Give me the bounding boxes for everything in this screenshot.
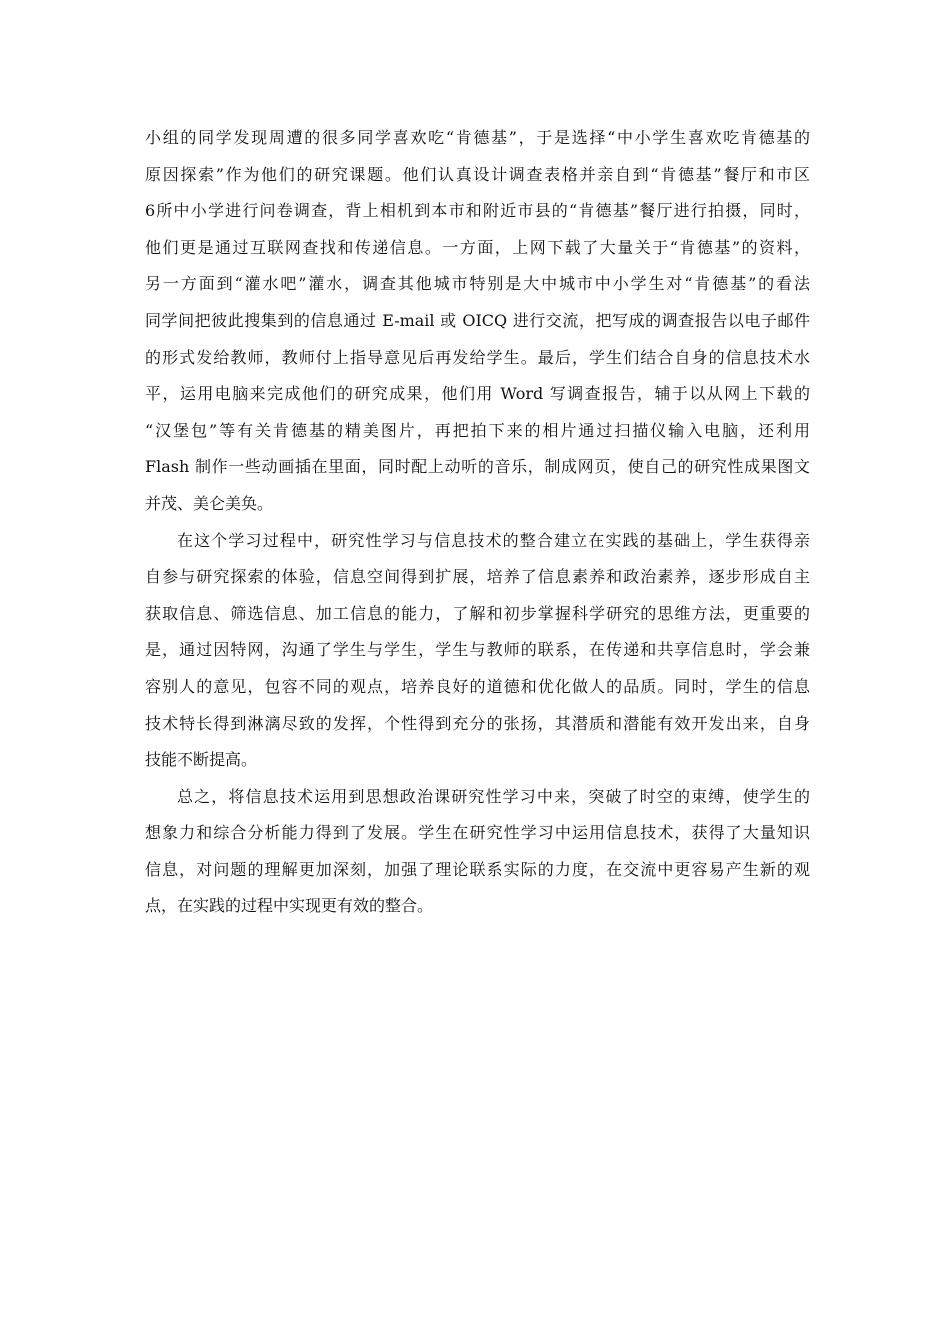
text-line: 技术特长得到淋漓尽致的发挥，个性得到充分的张扬，其潜质和潜能有效开发出来，自身 (145, 713, 810, 733)
text-line: 小组的同学发现周遭的很多同学喜欢吃“肯德基”，于是选择“中小学生喜欢吃肯德基的 (145, 128, 810, 147)
text-line: 技能不断提高。 (145, 750, 258, 770)
text-line: 信息，对问题的理解更加深刻，加强了理论联系实际的力度，在交流中更容易产生新的观 (145, 859, 810, 879)
text-line: 另一方面到“灌水吧”灌水，调查其他城市特别是大中城市中小学生对“肯德基”的看法 (145, 274, 810, 294)
text-line: 同学间把彼此搜集到的信息通过 E-mail 或 OICQ 进行交流，把写成的调查报告以电子邮件 (145, 310, 810, 330)
text-line: 容别人的意见，包容不同的观点，培养良好的道德和优化做人的品质。同时，学生的信息 (145, 676, 810, 696)
text-line: 是，通过因特网，沟通了学生与学生，学生与教师的联系，在传递和共享信息时，学会兼 (145, 640, 810, 660)
text-line: 总之，将信息技术运用到思想政治课研究性学习中来，突破了时空的束缚，使学生的 (177, 786, 810, 806)
text-line: 并茂、美仑美奂。 (145, 493, 274, 513)
text-line: 他们更是通过互联网查找和传递信息。一方面，上网下载了大量关于“肯德基”的资料， (145, 237, 810, 257)
text-line: 平，运用电脑来完成他们的研究成果，他们用 Word 写调查报告，辅于以从网上下载的 (145, 384, 810, 404)
text-line: 原因探索”作为他们的研究课题。他们认真设计调查表格并亲自到“肯德基”餐厅和市区 (145, 164, 810, 184)
text-line: Flash 制作一些动画插在里面，同时配上动听的音乐，制成网页，使自己的研究性成果图文 (145, 457, 810, 477)
text-line: 的形式发给教师，教师付上指导意见后再发给学生。最后，学生们结合自身的信息技术水 (145, 347, 810, 367)
text-line: 自参与研究探索的体验，信息空间得到扩展，培养了信息素养和政治素养，逐步形成自主 (145, 567, 810, 587)
text-line: 在这个学习过程中，研究性学习与信息技术的整合建立在实践的基础上，学生获得亲 (177, 530, 810, 550)
text-line: 点，在实践的过程中实现更有效的整合。 (145, 896, 434, 916)
text-line: 6所中小学进行问卷调查，背上相机到本市和附近市县的“肯德基”餐厅进行拍摄，同时， (145, 201, 810, 221)
text-line: 想象力和综合分析能力得到了发展。学生在研究性学习中运用信息技术，获得了大量知识 (145, 823, 810, 843)
text-line: “汉堡包”等有关肯德基的精美图片，再把拍下来的相片通过扫描仪输入电脑，还利用 (145, 420, 810, 440)
text-line: 获取信息、筛选信息、加工信息的能力，了解和初步掌握科学研究的思维方法，更重要的 (145, 603, 810, 623)
document-body (145, 120, 810, 925)
